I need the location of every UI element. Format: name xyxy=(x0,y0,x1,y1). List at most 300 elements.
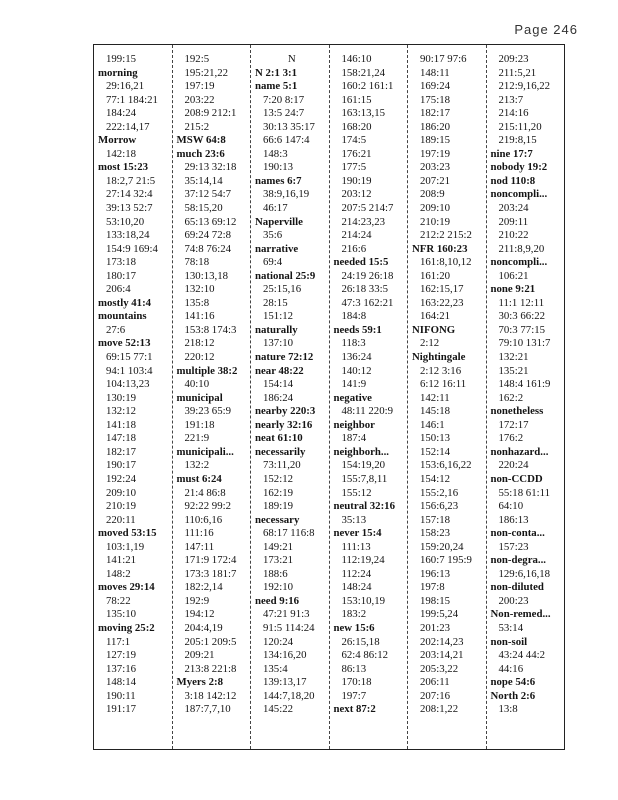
index-reference: 182:2,14 xyxy=(184,581,223,594)
index-reference: 30:13 35:17 xyxy=(263,120,315,133)
index-reference: 212:9,16,22 xyxy=(498,80,551,93)
index-term: moved 53:15 xyxy=(98,527,157,540)
index-reference: 162:15,17 xyxy=(420,283,464,296)
index-reference: 110:6,16 xyxy=(184,513,223,526)
index-term: nearly 32:16 xyxy=(255,418,313,431)
index-reference: 197:19 xyxy=(420,147,450,160)
index-reference: 29:16,21 xyxy=(106,80,145,93)
index-term: Morrow xyxy=(98,134,137,147)
index-reference: 162:19 xyxy=(263,486,293,499)
index-reference: 173:21 xyxy=(263,554,293,567)
index-reference: 210:19 xyxy=(420,215,450,228)
index-reference: 148:11 xyxy=(420,66,450,79)
index-reference: 160:7 195:9 xyxy=(420,554,472,567)
index-reference: 39:13 52:7 xyxy=(106,202,153,215)
index-reference: 161:20 xyxy=(420,269,450,282)
index-reference: 3:18 142:12 xyxy=(184,689,237,702)
index-reference: 222:14,17 xyxy=(106,120,150,133)
index-term: Myers 2:8 xyxy=(176,676,223,689)
index-reference: 205:3,22 xyxy=(420,662,459,675)
index-reference: 29:13 32:18 xyxy=(184,161,237,174)
index-reference: 154:19,20 xyxy=(341,459,385,472)
index-reference: 150:13 xyxy=(420,432,450,445)
index-reference: 211:8,9,20 xyxy=(498,242,545,255)
index-term: necessarily xyxy=(255,445,306,458)
index-reference: 25:15,16 xyxy=(263,283,302,296)
index-reference: 130:19 xyxy=(106,391,136,404)
index-reference: 164:21 xyxy=(420,310,450,323)
index-reference: 132:12 xyxy=(106,405,136,418)
index-reference: 69:15 77:1 xyxy=(106,351,153,364)
index-reference: 142:11 xyxy=(420,391,450,404)
index-term: needs 59:1 xyxy=(333,323,382,336)
index-reference: 191:17 xyxy=(106,703,136,716)
index-reference: 173:3 181:7 xyxy=(184,567,237,580)
index-reference: 79:10 131:7 xyxy=(498,337,551,350)
index-reference: 62:4 86:12 xyxy=(341,649,388,662)
index-reference: 209:21 xyxy=(184,649,215,662)
index-reference: 58:15,20 xyxy=(184,202,223,215)
index-reference: 198:15 xyxy=(420,594,450,607)
index-term: mostly 41:4 xyxy=(98,296,152,309)
index-reference: 127:19 xyxy=(106,649,136,662)
index-reference: 53:10,20 xyxy=(106,215,145,228)
index-term: Nightingale xyxy=(412,351,466,364)
index-reference: 214:24 xyxy=(341,229,372,242)
index-term: negative xyxy=(333,391,372,404)
index-reference: 111:16 xyxy=(184,527,214,540)
index-term: non-conta... xyxy=(490,527,545,540)
index-reference: 169:24 xyxy=(420,80,450,93)
index-reference: 2:12 xyxy=(420,337,440,350)
index-term: Naperville xyxy=(255,215,303,228)
index-reference: 206:11 xyxy=(420,676,450,689)
index-term: narrative xyxy=(255,242,299,255)
index-reference: 190:17 xyxy=(106,459,136,472)
index-reference: 148:14 xyxy=(106,676,136,689)
index-reference: 162:2 xyxy=(498,391,524,404)
index-term: non-CCDD xyxy=(490,472,543,485)
index-reference: 189:19 xyxy=(263,500,293,513)
index-term: morning xyxy=(98,66,138,79)
index-reference: 153:10,19 xyxy=(341,594,385,607)
index-reference: 146:1 xyxy=(420,418,445,431)
index-term: necessary xyxy=(255,513,300,526)
index-reference: 73:11,20 xyxy=(263,459,301,472)
index-reference: 218:12 xyxy=(184,337,215,350)
index-reference: 176:21 xyxy=(341,147,372,160)
index-reference: 140:12 xyxy=(341,364,372,377)
index-reference: 206:4 xyxy=(106,283,131,296)
index-column-5 xyxy=(408,45,487,749)
index-term: never 15:4 xyxy=(333,527,382,540)
index-reference: 53:14 xyxy=(498,621,524,634)
index-reference: 130:13,18 xyxy=(184,269,228,282)
index-reference: 141:9 xyxy=(341,378,367,391)
index-reference: 208:9 212:1 xyxy=(184,107,237,120)
index-reference: 203:22 xyxy=(184,93,215,106)
index-reference: 211:5,21 xyxy=(498,66,537,79)
index-reference: 182:17 xyxy=(106,445,136,458)
index-reference: 94:1 103:4 xyxy=(106,364,153,377)
index-reference: 208:9 xyxy=(420,188,445,201)
index-reference: 117:1 xyxy=(106,635,131,648)
index-reference: 55:18 61:11 xyxy=(498,486,550,499)
index-reference: 209:11 xyxy=(498,215,529,228)
index-term: municipal xyxy=(176,391,223,404)
index-reference: 153:6,16,22 xyxy=(420,459,472,472)
index-reference: 147:18 xyxy=(106,432,136,445)
index-reference: 78:22 xyxy=(106,594,131,607)
index-reference: 197:8 xyxy=(420,581,445,594)
index-reference: 196:13 xyxy=(420,567,450,580)
index-reference: 26:15,18 xyxy=(341,635,380,648)
index-term: nobody 19:2 xyxy=(490,161,548,174)
index-reference: 210:22 xyxy=(498,229,529,242)
index-reference: 187:4 xyxy=(341,432,367,445)
index-term: name 5:1 xyxy=(255,80,298,93)
index-reference: 194:12 xyxy=(184,608,215,621)
index-reference: 69:4 xyxy=(263,256,283,269)
index-reference: 27:6 xyxy=(106,323,126,336)
index-reference: 154:12 xyxy=(420,472,450,485)
index-reference: 158:21,24 xyxy=(341,66,385,79)
index-reference: 139:13,17 xyxy=(263,676,307,689)
index-column-1 xyxy=(94,45,173,749)
index-reference: 46:17 xyxy=(263,202,288,215)
index-term: moving 25:2 xyxy=(98,621,155,634)
index-reference: 155:2,16 xyxy=(420,486,459,499)
letter-heading: N xyxy=(287,53,296,65)
index-reference: 152:12 xyxy=(263,472,293,485)
index-reference: 184:24 xyxy=(106,107,136,120)
index-reference: 18:2,7 21:5 xyxy=(106,174,156,187)
index-term: non-diluted xyxy=(490,581,544,594)
index-reference: 190:19 xyxy=(341,174,372,187)
index-reference: 220:24 xyxy=(498,459,529,472)
index-reference: 137:10 xyxy=(263,337,293,350)
index-table xyxy=(93,44,565,750)
index-reference: 192:9 xyxy=(184,594,210,607)
index-reference: 135:8 xyxy=(184,296,210,309)
index-term: nearby 220:3 xyxy=(255,405,316,418)
index-reference: 48:11 220:9 xyxy=(341,405,393,418)
index-term: non-degra... xyxy=(490,554,546,567)
index-reference: 199:15 xyxy=(106,53,136,65)
index-reference: 141:21 xyxy=(106,554,136,567)
index-term: needed 15:5 xyxy=(333,256,389,269)
index-reference: 207:5 214:7 xyxy=(341,202,394,215)
index-reference: 209:23 xyxy=(498,53,529,65)
index-reference: 205:1 209:5 xyxy=(184,635,237,648)
index-term: nature 72:12 xyxy=(255,351,314,364)
index-reference: 156:6,23 xyxy=(420,500,459,513)
index-term: NFR 160:23 xyxy=(412,242,468,255)
index-reference: 145:18 xyxy=(420,405,450,418)
index-reference: 199:5,24 xyxy=(420,608,459,621)
index-reference: 148:4 161:9 xyxy=(498,378,551,391)
index-reference: 219:8,15 xyxy=(498,134,537,147)
index-reference: 39:23 65:9 xyxy=(184,405,231,418)
index-reference: 129:6,16,18 xyxy=(498,567,551,580)
index-reference: 208:1,22 xyxy=(420,703,459,716)
index-reference: 43:24 44:2 xyxy=(498,649,545,662)
index-reference: 153:8 174:3 xyxy=(184,323,237,336)
index-reference: 209:10 xyxy=(106,486,136,499)
index-reference: 190:13 xyxy=(263,161,293,174)
index-term: nonetheless xyxy=(490,405,544,418)
index-reference: 78:18 xyxy=(184,256,210,269)
index-reference: 171:9 172:4 xyxy=(184,554,237,567)
index-reference: 203:14,21 xyxy=(420,649,464,662)
index-term: nine 17:7 xyxy=(490,147,533,160)
index-term: mountains xyxy=(98,310,147,323)
index-reference: 200:23 xyxy=(498,594,529,607)
index-reference: 37:12 54:7 xyxy=(184,188,231,201)
index-term: neighbor xyxy=(333,418,375,431)
index-reference: 174:5 xyxy=(341,134,367,147)
index-reference: 192:10 xyxy=(263,581,293,594)
page-number: Page 246 xyxy=(514,22,578,37)
index-reference: 148:24 xyxy=(341,581,372,594)
index-reference: 207:21 xyxy=(420,174,450,187)
index-reference: 160:2 161:1 xyxy=(341,80,394,93)
index-reference: 182:17 xyxy=(420,107,450,120)
index-reference: 195:21,22 xyxy=(184,66,228,79)
index-reference: 112:24 xyxy=(341,567,372,580)
index-reference: 163:22,23 xyxy=(420,296,464,309)
index-reference: 90:17 97:6 xyxy=(420,53,467,65)
index-term: naturally xyxy=(255,323,298,336)
index-reference: 155:7,8,11 xyxy=(341,472,388,485)
index-term: moves 29:14 xyxy=(98,581,155,594)
index-reference: 163:13,15 xyxy=(341,107,385,120)
index-reference: 64:10 xyxy=(498,500,524,513)
index-reference: 214:16 xyxy=(498,107,529,120)
index-reference: 151:12 xyxy=(263,310,293,323)
index-reference: 146:10 xyxy=(341,53,372,65)
index-reference: 136:24 xyxy=(341,351,372,364)
index-reference: 221:9 xyxy=(184,432,210,445)
index-reference: 40:10 xyxy=(184,378,210,391)
index-reference: 201:23 xyxy=(420,621,450,634)
index-reference: 197:19 xyxy=(184,80,215,93)
index-term: MSW 64:8 xyxy=(176,134,226,147)
index-reference: 203:23 xyxy=(420,161,450,174)
index-reference: 202:14,23 xyxy=(420,635,464,648)
index-reference: 149:21 xyxy=(263,540,293,553)
index-term: non-soil xyxy=(490,635,528,648)
index-reference: 147:11 xyxy=(184,540,215,553)
index-reference: 161:8,10,12 xyxy=(420,256,472,269)
index-term: must 6:24 xyxy=(176,472,222,485)
index-term: North 2:6 xyxy=(490,689,536,702)
index-reference: 47:3 162:21 xyxy=(341,296,394,309)
index-reference: 173:18 xyxy=(106,256,136,269)
index-reference: 132:10 xyxy=(184,283,215,296)
index-reference: 70:3 77:15 xyxy=(498,323,545,336)
index-reference: 142:18 xyxy=(106,147,136,160)
index-reference: 158:23 xyxy=(420,527,450,540)
index-reference: 220:11 xyxy=(106,513,136,526)
index-reference: 213:7 xyxy=(498,93,524,106)
index-reference: 168:20 xyxy=(341,120,372,133)
index-reference: 197:7 xyxy=(341,689,367,702)
index-term: neat 61:10 xyxy=(255,432,303,445)
index-term: nope 54:6 xyxy=(490,676,536,689)
index-reference: 204:4,19 xyxy=(184,621,223,634)
index-reference: 118:3 xyxy=(341,337,366,350)
index-reference: 69:24 72:8 xyxy=(184,229,231,242)
index-reference: 86:13 xyxy=(341,662,367,675)
index-term: much 23:6 xyxy=(176,147,225,160)
index-term: move 52:13 xyxy=(98,337,151,350)
index-reference: 215:11,20 xyxy=(498,120,542,133)
index-reference: 21:4 86:8 xyxy=(184,486,226,499)
index-reference: 91:5 114:24 xyxy=(263,621,315,634)
index-reference: 132:21 xyxy=(498,351,529,364)
index-term: new 15:6 xyxy=(333,621,375,634)
index-reference: 184:8 xyxy=(341,310,367,323)
index-reference: 27:14 32:4 xyxy=(106,188,153,201)
index-reference: 180:17 xyxy=(106,269,136,282)
index-reference: 30:3 66:22 xyxy=(498,310,545,323)
index-reference: 77:1 184:21 xyxy=(106,93,158,106)
index-term: N 2:1 3:1 xyxy=(255,66,297,79)
index-reference: 203:24 xyxy=(498,202,529,215)
index-reference: 66:6 147:4 xyxy=(263,134,310,147)
index-reference: 157:23 xyxy=(498,540,529,553)
index-reference: 192:24 xyxy=(106,472,136,485)
index-reference: 120:24 xyxy=(263,635,293,648)
index-term: Non-remed... xyxy=(490,608,551,621)
index-term: NIFONG xyxy=(412,323,456,336)
index-reference: 137:16 xyxy=(106,662,136,675)
index-reference: 111:13 xyxy=(341,540,371,553)
index-reference: 145:22 xyxy=(263,703,293,716)
index-reference: 172:17 xyxy=(498,418,529,431)
index-term: nonhazard... xyxy=(490,445,549,458)
index-reference: 44:16 xyxy=(498,662,524,675)
index-term: neutral 32:16 xyxy=(333,500,395,513)
index-reference: 148:2 xyxy=(106,567,131,580)
index-reference: 152:14 xyxy=(420,445,450,458)
index-reference: 2:12 3:16 xyxy=(420,364,462,377)
index-reference: 132:2 xyxy=(184,459,210,472)
index-reference: 6:12 16:11 xyxy=(420,378,467,391)
index-reference: 74:8 76:24 xyxy=(184,242,231,255)
index-term: municipali... xyxy=(176,445,234,458)
index-column-3 xyxy=(251,45,330,749)
index-reference: 65:13 69:12 xyxy=(184,215,237,228)
index-reference: 186:24 xyxy=(263,391,293,404)
index-reference: 38:9,16,19 xyxy=(263,188,310,201)
index-column-2 xyxy=(173,45,252,749)
index-term: national 25:9 xyxy=(255,269,316,282)
index-reference: 186:20 xyxy=(420,120,450,133)
index-term: need 9:16 xyxy=(255,594,300,607)
index-reference: 148:3 xyxy=(263,147,288,160)
index-reference: 13:5 24:7 xyxy=(263,107,305,120)
index-reference: 154:14 xyxy=(263,378,293,391)
index-term: near 48:22 xyxy=(255,364,304,377)
index-reference: 215:2 xyxy=(184,120,210,133)
index-reference: 187:7,7,10 xyxy=(184,703,231,716)
index-reference: 177:5 xyxy=(341,161,367,174)
index-reference: 183:2 xyxy=(341,608,367,621)
index-term: names 6:7 xyxy=(255,174,302,187)
index-reference: 190:11 xyxy=(106,689,136,702)
index-reference: 210:19 xyxy=(106,500,136,513)
index-reference: 161:15 xyxy=(341,93,372,106)
index-term: nod 110:8 xyxy=(490,174,536,187)
index-reference: 157:18 xyxy=(420,513,450,526)
index-reference: 155:12 xyxy=(341,486,372,499)
index-reference: 191:18 xyxy=(184,418,215,431)
index-term: most 15:23 xyxy=(98,161,149,174)
index-reference: 186:13 xyxy=(498,513,529,526)
index-reference: 47:21 91:3 xyxy=(263,608,310,621)
index-reference: 154:9 169:4 xyxy=(106,242,158,255)
index-reference: 103:1,19 xyxy=(106,540,145,553)
index-reference: 216:6 xyxy=(341,242,367,255)
index-reference: 134:16,20 xyxy=(263,649,307,662)
index-reference: 212:2 215:2 xyxy=(420,229,472,242)
index-reference: 92:22 99:2 xyxy=(184,500,231,513)
index-term: noncompli... xyxy=(490,256,548,269)
index-term: none 9:21 xyxy=(490,283,536,296)
index-reference: 214:23,23 xyxy=(341,215,385,228)
index-reference: 189:15 xyxy=(420,134,450,147)
index-reference: 203:12 xyxy=(341,188,372,201)
index-reference: 104:13,23 xyxy=(106,378,150,391)
index-reference: 135:21 xyxy=(498,364,529,377)
index-column-6 xyxy=(487,45,565,749)
index-reference: 26:18 33:5 xyxy=(341,283,388,296)
index-term: noncompli... xyxy=(490,188,548,201)
index-reference: 170:18 xyxy=(341,676,372,689)
index-reference: 188:6 xyxy=(263,567,288,580)
index-reference: 28:15 xyxy=(263,296,288,309)
index-column-4 xyxy=(330,45,409,749)
index-reference: 175:18 xyxy=(420,93,450,106)
index-term: multiple 38:2 xyxy=(176,364,238,377)
index-reference: 144:7,18,20 xyxy=(263,689,315,702)
index-reference: 220:12 xyxy=(184,351,215,364)
index-reference: 141:16 xyxy=(184,310,215,323)
index-reference: 135:4 xyxy=(263,662,288,675)
index-term: neighborh... xyxy=(333,445,389,458)
index-reference: 112:19,24 xyxy=(341,554,385,567)
index-reference: 213:8 221:8 xyxy=(184,662,237,675)
index-reference: 133:18,24 xyxy=(106,229,150,242)
index-reference: 106:21 xyxy=(498,269,529,282)
index-reference: 13:8 xyxy=(498,703,518,716)
index-reference: 35:14,14 xyxy=(184,174,223,187)
index-reference: 24:19 26:18 xyxy=(341,269,394,282)
index-term: next 87:2 xyxy=(333,703,376,716)
index-reference: 7:20 8:17 xyxy=(263,93,305,106)
index-reference: 68:17 116:8 xyxy=(263,527,315,540)
index-reference: 159:20,24 xyxy=(420,540,464,553)
index-reference: 141:18 xyxy=(106,418,136,431)
index-reference: 11:1 12:11 xyxy=(498,296,545,309)
index-reference: 207:16 xyxy=(420,689,450,702)
index-reference: 35:6 xyxy=(263,229,283,242)
index-reference: 176:2 xyxy=(498,432,524,445)
index-reference: 209:10 xyxy=(420,202,450,215)
index-reference: 135:10 xyxy=(106,608,136,621)
